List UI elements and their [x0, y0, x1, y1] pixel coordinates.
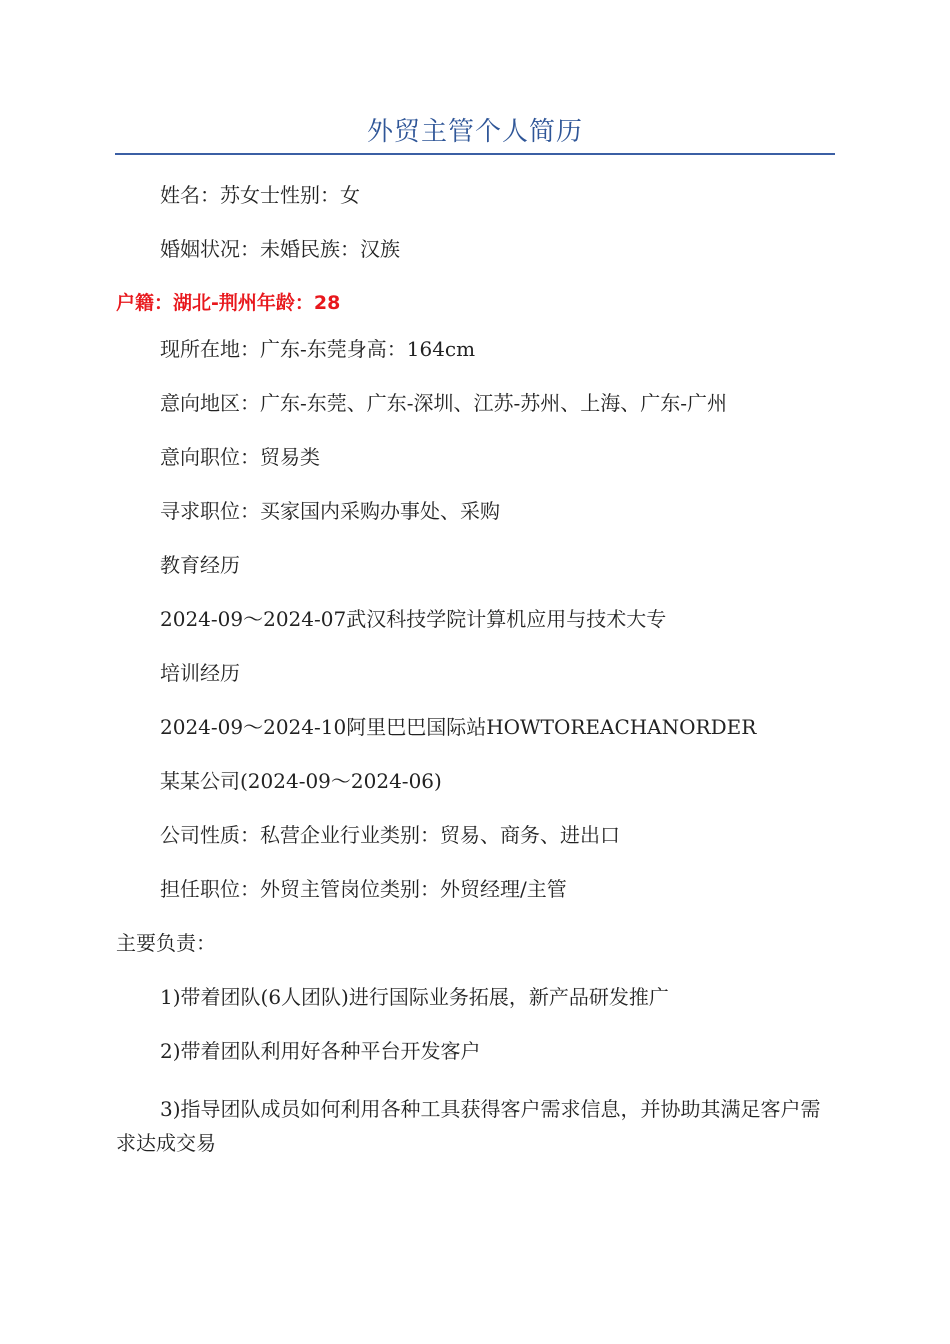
preferred-region-line: 意向地区：广东-东莞、广东-深圳、江苏-苏州、上海、广东-广州 [160, 391, 728, 415]
title-underline [115, 153, 835, 155]
hometown-age-line: 户籍：湖北-荆州年龄：28 [116, 292, 341, 314]
sought-position-line: 寻求职位：买家国内采购办事处、采购 [160, 499, 500, 523]
education-entry: 2024-09～2024-07武汉科技学院计算机应用与技术大专 [160, 607, 667, 631]
company-nature-line: 公司性质：私营企业行业类别：贸易、商务、进出口 [160, 823, 620, 847]
responsibility-item-1: 1)带着团队(6人团队)进行国际业务拓展，新产品研发推广 [160, 985, 669, 1009]
preferred-position-line: 意向职位：贸易类 [160, 445, 320, 469]
location-height-line: 现所在地：广东-东莞身高：164cm [160, 337, 476, 361]
company-line: 某某公司(2024-09～2024-06) [160, 769, 442, 793]
responsibility-item-3: 3)指导团队成员如何利用各种工具获得客户需求信息，并协助其满足客户需求达成交易 [116, 1097, 821, 1155]
name-gender-line: 姓名：苏女士性别：女 [160, 183, 360, 207]
training-entry: 2024-09～2024-10阿里巴巴国际站HOWTOREACHANORDER [160, 715, 757, 739]
document-title: 外贸主管个人简历 [366, 117, 583, 147]
responsibilities-heading: 主要负责： [116, 931, 216, 955]
education-heading: 教育经历 [160, 553, 240, 577]
responsibility-item-2: 2)带着团队利用好各种平台开发客户 [160, 1039, 481, 1063]
marital-ethnicity-line: 婚姻状况：未婚民族：汉族 [160, 237, 400, 261]
job-title-line: 担任职位：外贸主管岗位类别：外贸经理/主管 [160, 877, 567, 901]
training-heading: 培训经历 [160, 661, 240, 685]
